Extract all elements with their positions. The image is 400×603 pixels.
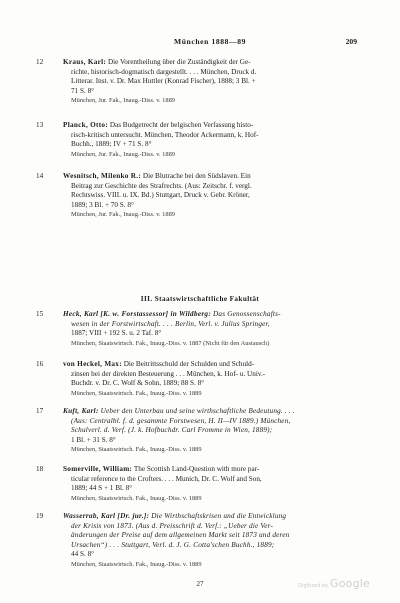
entry-note: München, Jur. Fak., Inaug.-Diss. v. 1889 [71,211,175,219]
entry-author: Somerville, William: [63,465,133,473]
entry-author: Wesnitsch, Milenko R.: [63,172,142,180]
entry-line: Buchdr. v. Dr. C. Wolf & Sohn, 1889; 88 S. 8° [71,379,205,388]
entry-author: Wasserrab, Karl [Dr. jur.]: [63,512,150,520]
watermark-brand: Google [330,577,370,590]
entry-line: Das Genossenschafts- [213,310,281,318]
entry-line: zinsen bei der direkten Besteuerung . . . München, k. Hof- u. Univ.- [71,369,266,378]
entry-note: München, Staatswirtsch. Fak., Inaug.-Diss. v. 1887 (Nicht für den Austausch) [71,339,270,347]
entry-number: 13 [36,121,44,129]
entry-line: The Scottish Land-Question with more par- [133,465,260,473]
section-heading: III. Staatswirtschaftliche Fakultät [140,295,260,303]
bibliography-entry [36,172,366,220]
entry-note: München, Staatswirtsch. Fak., Inaug.-Diss. v. 1889 [71,389,202,397]
signature-mark: 27 [196,580,204,588]
entry-line: wesen in der Forstwirtschaft. . . . Berlin, Verl. v. Julius Springer, [71,319,270,328]
header-page-number: 209 [345,37,357,46]
entry-line: risch-kritisch untersucht. München, Theodor Ackermann, k. Hof- [71,130,259,139]
entry-line: Die Blutrache bei den Südslaven. Ein [142,172,251,180]
entry-line: der Krisis von 1873. (Aus d. Preisschrift d. Verf.: „Ueber die Ver- [71,521,274,530]
entry-author: Heck, Karl [K. w. Forstassessor] in Wildberg: [63,310,212,318]
entry-number: 17 [36,407,44,415]
entry-line: Das Budgetrecht der belgischen Verfassung histo- [109,121,254,129]
entry-line: 1887; VIII + 192 S. u. 2 Taf. 8° [71,329,162,338]
entry-number: 16 [36,360,44,368]
bibliography-entry [36,310,366,348]
entry-line: richte, historisch-dogmatisch dargestellt. . . . München, Druck d. [71,67,257,76]
bibliography-entry [36,465,366,503]
entry-author: Planck, Otto: [63,121,109,129]
header-title: München 1888—89 [173,37,247,46]
entry-number: 14 [36,172,44,180]
entry-line: änderungen der Preise auf dem allgemeinen Markt seit 1873 und deren [71,531,290,540]
entry-line: Buchh., 1889; IV + 71 S. 8° [71,140,152,149]
entry-number: 12 [36,58,44,66]
entry-line: Die Vorentheilung über die Zuständigkeit der Ge- [107,58,251,66]
entry-line: 1 Bl. + 31 S. 8° [71,435,116,444]
entry-line: 44 S. 8° [71,550,95,559]
entry-author: Kraus, Karl: [63,58,107,66]
entry-note: München, Jur. Fak., Inaug.-Diss. v. 1889 [71,150,175,158]
bibliography-entry [36,121,366,159]
entry-line: Ueber den Unterbau und seine wirthschaftliche Bedeutung. . . . [100,407,295,415]
entry-author: Kuft, Karl: [63,407,99,415]
entry-note: München, Staatswirtsch. Fak., Inaug.-Diss. v. 1889 [71,560,202,568]
entry-line: Schulverl. d. Verf. (J. k. Hofbuchdr. Carl Fromme in Wien, 1889); [71,426,273,435]
entry-line: 1889; 3 Bl. + 70 S. 8° [71,200,134,209]
bibliography-entry [36,360,366,398]
bibliography-entry [36,58,366,106]
entry-line: (Aus: Centralbl. f. d. gesammte Forstwesen, H. II—IV 1889.) München, [71,416,291,425]
entry-line: 71 S. 8° [71,86,95,95]
entry-line: Litterar. Inst. v. Dr. Max Huttler (Konrad Fischer), 1888; 3 Bl. + [71,77,256,86]
entry-number: 19 [36,512,44,520]
entry-line: Beitrag zur Geschichte des Strafrechts. (Aus: Zeitschr. f. vergl. [71,181,252,190]
google-watermark [298,577,370,591]
entry-line: Ursachen“) . . . Stuttgart, Verl. d. J. G. Cotta'schen Buchh., 1889; [71,540,275,549]
bibliography-entry [36,407,366,455]
entry-number: 18 [36,465,44,473]
watermark-prefix: Digitized by [298,583,328,589]
entry-note: München, Staatswirtsch. Fak., Inaug.-Diss. v. 1889 [71,446,202,454]
entry-line: Die Wirthschaftskrisen und die Entwicklung [151,512,287,520]
entry-line: Rechtswiss. VIII. u. IX. Bd.) Stuttgart, Druck v. Gebr. Kröner, [71,191,250,200]
entry-number: 15 [36,310,44,318]
entry-line: Die Beitrittsschuld der Schulden und Schuld- [123,360,255,368]
running-header [0,37,400,49]
entry-note: München, Jur. Fak., Inaug.-Diss. v. 1889 [71,97,175,105]
entry-author: von Heckel, Max: [63,360,122,368]
entry-line: ticular reference to the Crofters. . . . Munich, Dr. C. Wolf and Son, [71,474,262,483]
entry-note: München, Staatswirtsch. Fak., Inaug.-Diss. v. 1889 [71,494,202,502]
entry-line: 1889; 44 S + 1 Bl. 8° [71,484,133,493]
bibliography-entry [36,512,366,570]
